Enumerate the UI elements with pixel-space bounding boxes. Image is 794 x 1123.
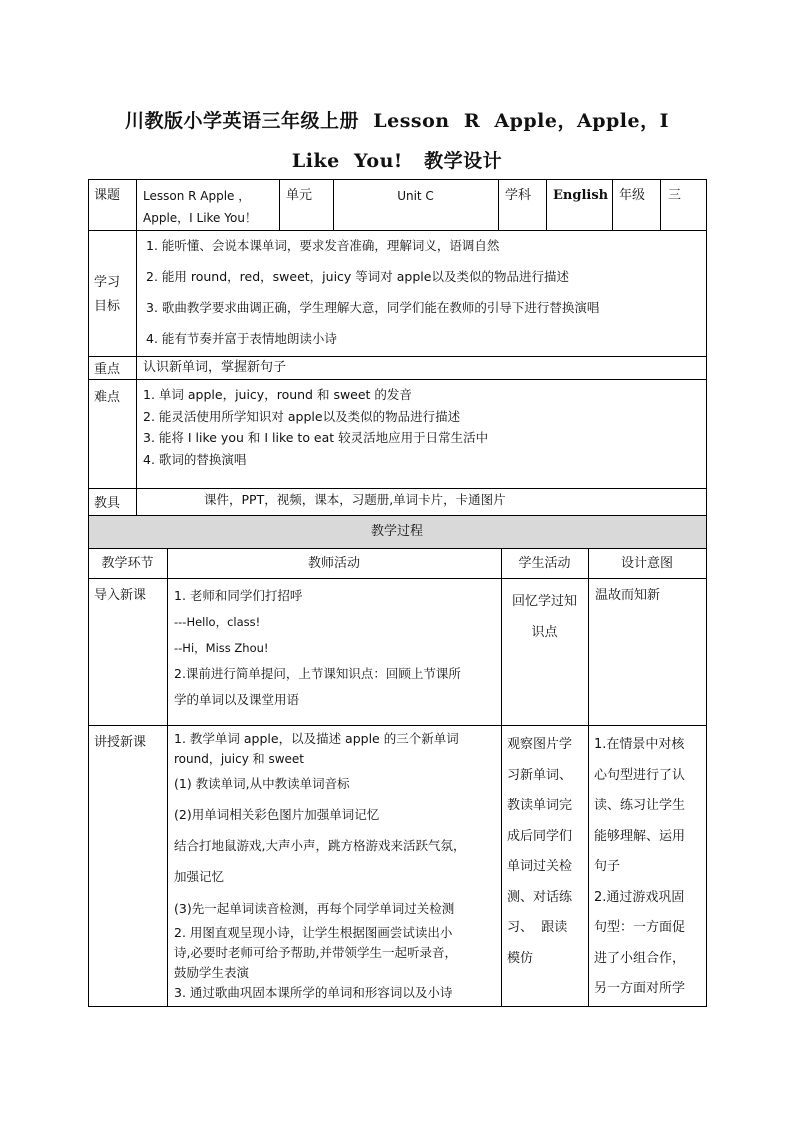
student-activity-line: 模仿 <box>507 950 534 966</box>
teacher-activity-line: (3)先一起单词读音检测，再每个同学单词过关检测 <box>174 901 455 916</box>
topic-value <box>143 185 277 229</box>
student-activity-cell <box>501 586 588 648</box>
design-intent-line: 能够理解、运用 <box>594 828 686 844</box>
student-activity-line: 回忆学过知 <box>511 594 577 609</box>
teacher-activity-line: 学的单词以及课堂用语 <box>174 692 300 707</box>
document-title-line-2: Like You! 教学设计 <box>291 150 503 172</box>
teacher-activity-line: (2)用单词相关彩色图片加强单词记忆 <box>174 807 380 822</box>
teacher-activity-line: 加强记忆 <box>174 869 225 884</box>
difficulty-label: 难点 <box>94 390 121 405</box>
grade-value: 三 <box>668 188 682 203</box>
subject-label: 学科 <box>505 188 532 203</box>
objective-item: 2. 能用 round，red，sweet，juicy 等词对 apple以及类似的物品进行描述 <box>146 269 569 284</box>
design-intent-line: 句型：一方面促 <box>594 920 686 935</box>
design-intent-line: 另一方面对所学 <box>594 981 686 996</box>
header-student-activity: 学生活动 <box>518 556 571 571</box>
objectives-label-line-1: 学习 <box>94 275 121 290</box>
design-intent-cell <box>594 730 704 1005</box>
design-intent-line: 2.通过游戏巩固 <box>594 889 685 905</box>
teacher-activity-line: --Hi，Miss Zhou! <box>174 641 269 655</box>
teacher-activity-cell <box>174 729 500 1003</box>
teacher-activity-line: 1. 老师和同学们打招呼 <box>174 588 303 603</box>
key-point-value: 认识新单词，掌握新句子 <box>143 360 287 375</box>
design-intent-line: 进了小组合作， <box>594 950 686 966</box>
stage-cell: 讲授新课 <box>94 735 147 750</box>
objectives-label-line-2: 目标 <box>94 299 121 314</box>
objectives-label <box>94 271 120 319</box>
unit-value: Unit C <box>397 189 434 203</box>
teacher-activity-cell <box>174 586 499 716</box>
student-activity-line: 测、对话练 <box>507 889 573 905</box>
student-activity-line: 习新单词、 <box>507 767 573 783</box>
design-intent-cell <box>595 586 660 606</box>
difficulty-item: 1. 单词 apple，juicy，round 和 sweet 的发音 <box>143 387 412 402</box>
teacher-activity-line: 1. 教学单词 apple，以及描述 apple 的三个新单词 <box>174 731 459 746</box>
difficulty-item: 3. 能将 I like you 和 I like to eat 较灵活地应用于日常生活中 <box>143 430 489 445</box>
teacher-activity-line: round，juicy 和 sweet <box>174 752 304 766</box>
stage-cell: 导入新课 <box>94 588 147 603</box>
student-activity-line: 习、 跟读 <box>507 920 568 935</box>
teacher-activity-line: 诗,必要时老师可给予帮助,并带领学生一起听录音， <box>174 945 457 960</box>
topic-value-line-1: Lesson R Apple ， <box>143 189 251 203</box>
student-activity-cell <box>507 730 587 974</box>
process-section-title: 教学过程 <box>370 524 423 539</box>
teacher-activity-line: 2. 用图直观呈现小诗，让学生根据图画尝试读出小 <box>174 925 453 940</box>
difficulty-item: 2. 能灵活使用所学知识对 apple以及类似的物品进行描述 <box>143 408 461 424</box>
topic-value-line-2: Apple，I Like You！ <box>143 211 257 225</box>
tools-value: 课件，PPT，视频，课本，习题册,单词卡片，卡通图片 <box>204 492 506 507</box>
teacher-activity-line: 2.课前进行简单提问，上节课知识点：回顾上节课所 <box>174 666 461 681</box>
header-teacher-activity: 教师活动 <box>307 556 360 571</box>
teacher-activity-line: 结合打地鼠游戏,大声小声，跳方格游戏来活跃气氛， <box>174 838 466 853</box>
design-intent-line: 1.在情景中对核 <box>594 737 685 752</box>
design-intent-line: 读、练习让学生 <box>594 798 686 813</box>
header-stage: 教学环节 <box>101 556 154 571</box>
unit-label: 单元 <box>286 188 313 203</box>
design-intent-line: 温故而知新 <box>595 588 661 603</box>
objective-item: 3. 歌曲教学要求曲调正确，学生理解大意，同学们能在教师的引导下进行替换演唱 <box>146 300 600 315</box>
difficulty-item: 4. 歌词的替换演唱 <box>143 451 247 467</box>
student-activity-line: 成后同学们 <box>507 828 573 844</box>
objective-item: 4. 能有节奏并富于表情地朗读小诗 <box>146 331 337 346</box>
teacher-activity-line: 鼓励学生表演 <box>174 965 250 980</box>
topic-label: 课题 <box>94 188 121 203</box>
teacher-activity-line: 3. 通过歌曲巩固本课所学的单词和形容词以及小诗 <box>174 985 453 1000</box>
student-activity-line: 教读单词完 <box>507 798 573 813</box>
difficulty-list <box>143 384 703 470</box>
student-activity-line: 观察图片学 <box>507 737 573 752</box>
objective-item: 1. 能听懂、会说本课单词，要求发音准确，理解词义，语调自然 <box>146 238 500 253</box>
header-design-intent: 设计意图 <box>620 556 673 571</box>
student-activity-line: 识点 <box>531 625 558 640</box>
document-title-line-1: 川教版小学英语三年级上册 Lesson R Apple，Apple，I <box>125 110 669 132</box>
key-point-label: 重点 <box>94 362 121 377</box>
student-activity-line: 单词过关检 <box>507 859 573 874</box>
teacher-activity-line: ---Hello，class! <box>174 615 261 629</box>
objectives-list <box>146 236 704 360</box>
tools-label: 教具 <box>94 496 121 511</box>
design-intent-line: 句子 <box>594 859 621 874</box>
design-intent-line: 心句型进行了认 <box>594 767 686 783</box>
grade-label: 年级 <box>619 188 646 203</box>
subject-value: English <box>553 188 609 203</box>
teacher-activity-line: (1) 教读单词,从中教读单词音标 <box>174 776 350 791</box>
